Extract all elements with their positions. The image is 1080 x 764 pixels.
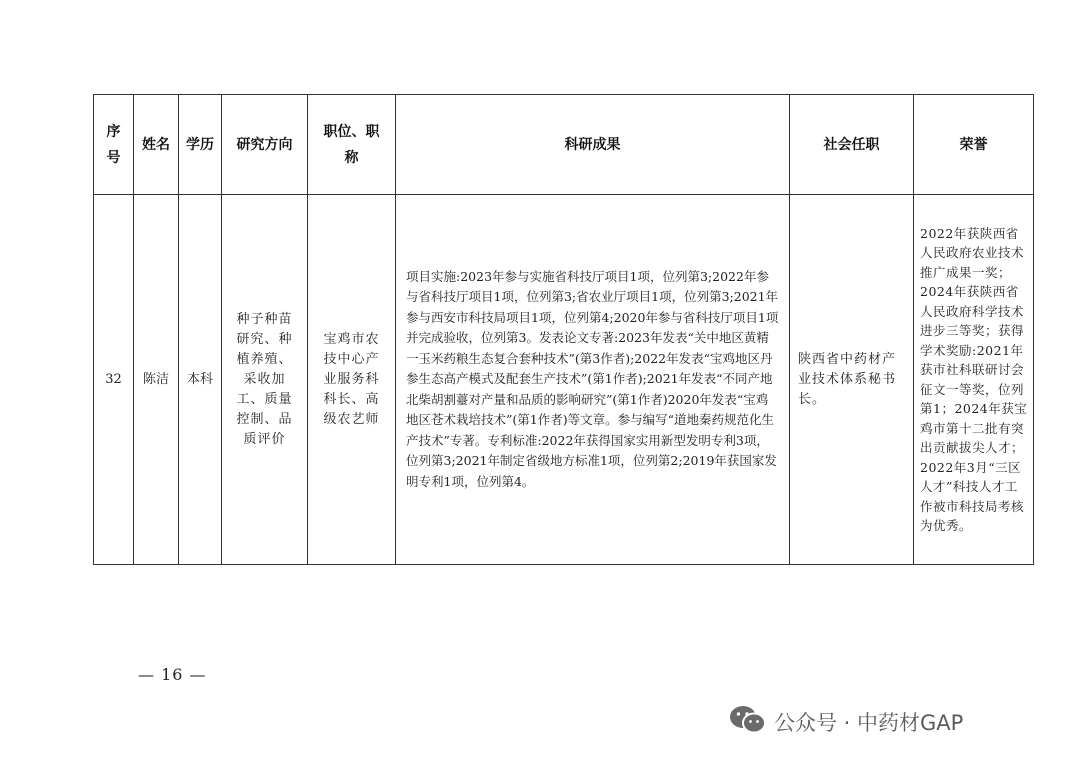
header-seq: 序 号 [94,95,134,195]
header-social: 社会任职 [790,95,914,195]
header-direction: 研究方向 [222,95,308,195]
cell-seq: 32 [94,195,134,565]
watermark [728,705,963,739]
cell-social: 陕西省中药材产业技术体系秘书长。 [790,195,914,565]
table-row [94,195,1034,565]
header-honor: 荣誉 [914,95,1034,195]
wechat-icon [728,703,774,742]
watermark-text: 公众号 · 中药材GAP [774,711,964,735]
cell-name: 陈洁 [134,195,179,565]
header-research: 科研成果 [396,95,790,195]
header-name: 姓名 [134,95,179,195]
header-title: 职位、职 称 [308,95,396,195]
cell-research: 项目实施:2023年参与实施省科技厅项目1项，位列第3;2022年参与省科技厅项目1项，位列第3;省农业厅项目1项，位列第3;2021年参与西安市科技局项目1项，位列第4;2020年参与省科技厅项目1项并完成验收，位列第3。发表论文专著:2023年发表“关中地区黄精一玉米药粮生态复合套种技术”(第3作者);2022年发表“宝鸡地区丹参生态高产模式及配套生产技术”(第1作者);2021年发表“不同产地北柴胡割薹对产量和品质的影响研究”(第1作者)2020年发表“宝鸡地区苍术栽培技术”(第1作者)等文章。参与编写“道地秦药规范化生产技术”专著。专利标准:2022年获得国家实用新型发明专利3项，位列第3;2021年制定省级地方标准1项，位列第2;2019年获国家发明专利1项，位列第4。 [396,195,790,565]
cell-education: 本科 [179,195,222,565]
personnel-table [93,94,1034,565]
cell-honor: 2022年获陕西省人民政府农业技术推广成果一奖；2024年获陕西省人民政府科学技术进步三等奖；获得学术奖励:2021年获市社科联研讨会征文一等奖，位列第1；2024年获宝鸡市第十二批有突出贡献拔尖人才；2022年3月“三区人才”科技人才工作被市科技局考核为优秀。 [914,195,1034,565]
header-education: 学历 [179,95,222,195]
table-header-row [94,95,1034,195]
page-number: — 16 — [138,665,207,684]
cell-direction: 种子种苗研究、种植养殖、采收加工、质量控制、品质评价 [222,195,308,565]
cell-title: 宝鸡市农技中心产业服务科科长、高级农艺师 [308,195,396,565]
